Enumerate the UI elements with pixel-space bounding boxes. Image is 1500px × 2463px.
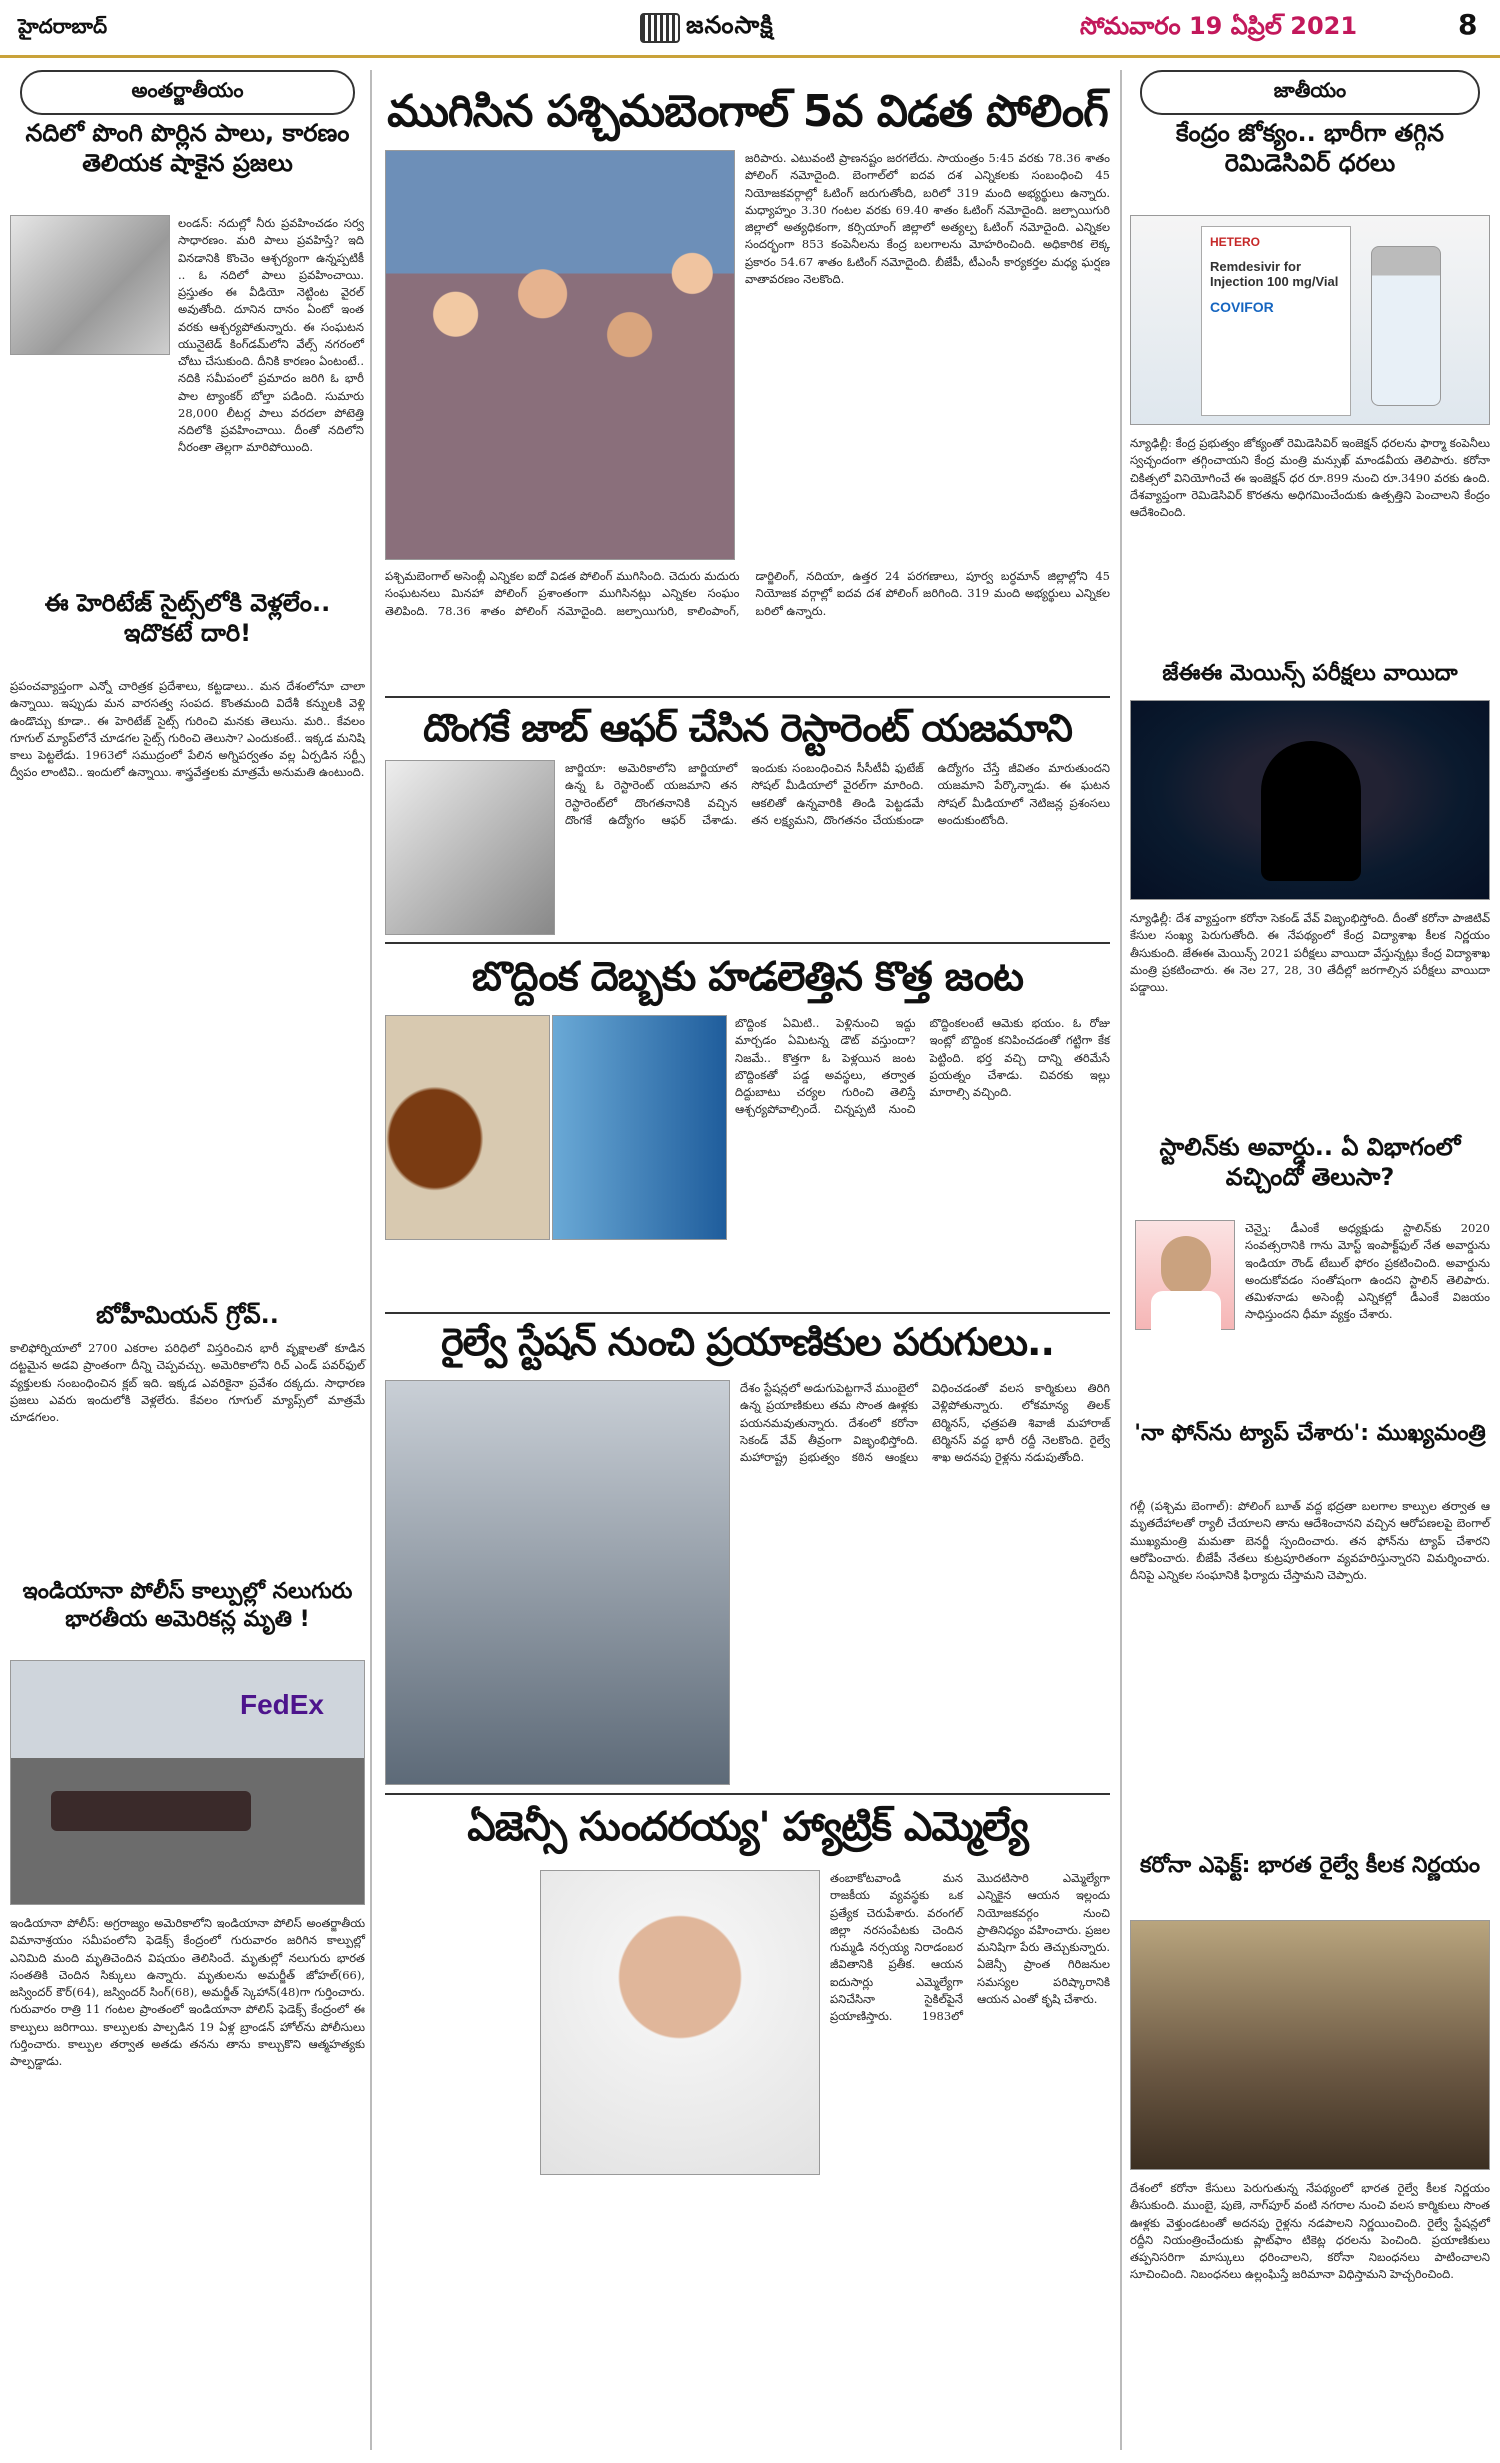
milk-body: లండన్: నదుల్లో నీరు ప్రవహించడం సర్వ సాధారణం. మరి పాలు ప్రవహిస్తే? ఇది వినడానికి కొంచెం ఆశ్చర్యంగా ఉన్నప్పటికీ .. ఓ నదిలో పాలు ప్రవహించాయి. ప్రస్తుతం ఈ వీడియో నెట్టింట వైరల్ అవుతోంది. దూనిన దానం ఏంటో ఇంత వరకు ఆశ్చర్యపోతున్నారు. ఈ సంఘటన యునైటెడ్ కింగ్‌డమ్‌లోని వేల్స్ నగరంలో చోటు చేసుకుంది. దీనికి కారణం ఏంటంటే.. నదికి సమీపంలో ప్రమాదం జరిగి ఓ భారీ పాల ట్యాంకర్ బోల్తా పడింది. సుమారు 28,000 లీటర్ల పాలు వరదలా పోటెత్తి నదిలోకి ప్రవహించాయి. దీంతో నదిలోని నీరంతా తెల్లగా మారిపోయింది.: [178, 216, 364, 455]
phone-body: గల్లీ (పశ్చిమ బెంగాల్): పోలింగ్ బూత్ వద్ద భద్రతా బలగాల కాల్పుల తర్వాత ఆ మృతదేహాలతో ర్యాలీ చేయాలని తాను ఆదేశించానని వచ్చిన ఆరోపణలపై బెంగాల్ ముఖ్యమంత్రి మమతా బెనర్జీ స్పందించారు. తన ఫోన్‌ను ట్యాప్ చేశారని ఆరోపించారు. బీజేపీ నేతలు కుట్రపూరితంగా వ్యవహరిస్తున్నారని విమర్శించారు. దీనిపై ఎన్నికల సంఘానికి ఫిర్యాదు చేస్తామని చెప్పారు.: [1130, 1499, 1490, 1582]
rail-station-photo: [385, 1380, 730, 1785]
section-international: అంతర్జాతీయం: [20, 70, 355, 115]
indiana-headline: ఇండియానా పోలీస్ కాల్పుల్లో నలుగురు భారతీయ అమెరికన్ల మృతి !: [22, 1579, 353, 1632]
issue-date: సోమవారం 19 ఏప్రిల్ 2021: [1080, 12, 1358, 40]
drug-trade-label: COVIFOR: [1210, 299, 1274, 315]
divider: [385, 1793, 1110, 1795]
section-national: జాతీయం: [1140, 70, 1480, 115]
drug-name-label: Remdesivir for Injection 100 mg/Vial: [1210, 259, 1339, 289]
remdesivir-body: న్యూఢిల్లీ: కేంద్ర ప్రభుత్వం జోక్యంతో రెమిడెసివిర్ ఇంజెక్షన్ ధరలను ఫార్మా కంపెనీలు స్వచ్ఛందంగా తగ్గించాయని కేంద్ర మంత్రి మన్సుఖ్ మాండవీయ తెలిపారు. కరోనా చికిత్సలో వినియోగించే ఈ ఇంజెక్షన్ ధర రూ.899 నుంచి రూ.3490 వరకు ఉంది. దేశవ్యాప్తంగా రెమిడెసివిర్ కొరతను అధిగమించేందుకు ఉత్పత్తిని పెంచాలని కేంద్రం ఆదేశించింది.: [1130, 436, 1490, 519]
sundarayya-body: తంబాకోటవాండి మన రాజకీయ వ్యవస్థకు ఒక ప్రత్యేక చెరుపేశారు. వరంగల్ జిల్లా నరసంపేటకు చెందిన గుమ్మడి నర్సయ్య నిరాడంబర జీవితానికి ప్రతీక. ఆయన ఐదుసార్లు ఎమ్మెల్యేగా పనిచేసినా సైకిల్‌పైనే ప్రయాణిస్తారు. 1983లో మొదటిసారి ఎమ్మెల్యేగా ఎన్నికైన ఆయన ఇల్లందు నియోజకవర్గం నుంచి ప్రాతినిధ్యం వహించారు. ప్రజల మనిషిగా పేరు తెచ్చుకున్నారు. ఏజెన్సీ ప్రాంత గిరిజనుల సమస్యల పరిష్కారానికి ఆయన ఎంతో కృషి చేశారు.: [830, 1871, 1110, 2023]
milk-body-cont: [10, 362, 170, 420]
restaurant-headline: దొంగకే జాబ్ ఆఫర్ చేసిన రెస్టారెంట్ యజమాని: [423, 706, 1072, 750]
rail-headline: రైల్వే స్టేషన్ నుంచి ప్రయాణికుల పరుగులు..: [441, 1320, 1054, 1364]
column-divider: [1120, 70, 1122, 2450]
shirt-shape: [1151, 1291, 1221, 1331]
divider: [385, 696, 1110, 698]
bohemian-body: కాలిఫోర్నియాలో 2700 ఎకరాల పరిధిలో విస్తరించిన భారీ వృక్షాలతో కూడిన దట్టమైన అడవి ప్రాంతంగా దీన్ని చెప్పవచ్చు. అమెరికాలోని రిచ్ ఎండ్ పవర్‌ఫుల్ వ్యక్తులకు సంబంధించిన క్లబ్ ఇది. ఇక్కడ ఎవరికైనా ప్రవేశం దక్కదు. సాధారణ ప్రజలు ఎవరు ఇందులోకి వెళ్లలేరు. కేవలం గూగుల్ మ్యాప్స్‌లో మాత్రమే చూడగలం.: [10, 1341, 365, 1424]
stalin-photo: [1135, 1220, 1235, 1330]
stalin-headline: స్టాలిన్‌కు అవార్డు.. ఏ విభాగంలో వచ్చిందో తెలుసా?: [1159, 1133, 1461, 1191]
couple-body: బొద్దింక ఏమిటి.. పెళ్లినుంచి ఇద్దు మార్చడం ఏమిటన్న డౌట్ వస్తుందా? నిజమే.. కొత్తగా ఓ పెళ్లయిన జంట బొద్దింకతో పడ్డ అవస్థలు, తర్వాత దిద్దుబాటు చర్యల గురించి తెలిస్తే ఆశ్చర్యపోవాల్సిందే. చిన్నప్పటి నుంచి బొద్దింకలంటే ఆమెకు భయం. ఓ రోజు ఇంట్లో బొద్దింక కనిపించడంతో గట్టిగా కేక పెట్టింది. భర్త వచ్చి దాన్ని తరిమేసే ప్రయత్నం చేశాడు. చివరకు ఇల్లు మారాల్సి వచ్చింది.: [735, 1016, 1110, 1117]
bohemian-headline: బోహీమియన్ గ్రోవ్..: [96, 1301, 279, 1329]
wb-headline: ముగిసిన పశ్చిమబెంగాల్ 5వ విడత పోలింగ్: [387, 86, 1108, 137]
rail-body: దేశం స్టేషన్లలో అడుగుపెట్టగానే ముంబైలో ఉన్న ప్రయాణికులు తమ సొంత ఊళ్లకు పయనమవుతున్నారు. దేశంలో కరోనా సెకండ్ వేవ్ తీవ్రంగా విజృంభిస్తోంది. మహారాష్ట్ర ప్రభుత్వం కఠిన ఆంక్షలు విధించడంతో వలస కార్మికులు తిరిగి వెళ్లిపోతున్నారు. లోకమాన్య తిలక్ టెర్మినస్, ఛత్రపతి శివాజీ మహారాజ్ టెర్మినస్ వద్ద భారీ రద్దీ నెలకొంది. రైల్వే శాఖ అదనపు రైళ్లను నడుపుతోంది.: [740, 1381, 1110, 1464]
logo-mark-icon: [640, 13, 680, 43]
city-label: హైదరాబాద్: [18, 14, 108, 38]
corona-body: దేశంలో కరోనా కేసులు పెరుగుతున్న నేపథ్యంలో భారత రైల్వే కీలక నిర్ణయం తీసుకుంది. ముంబై, పుణె, నాగ్‌పూర్ వంటి నగరాల నుంచి వలస కార్మికులు సొంత ఊళ్లకు వెళ్తుండటంతో అదనపు రైళ్లను నడపాలని నిర్ణయించింది. రైల్వే స్టేషన్లలో రద్దీని నియంత్రించేందుకు ప్లాట్‌ఫాం టికెట్ల ధరలను పెంచింది. ప్రయాణికులు తప్పనిసరిగా మాస్కులు ధరించాలని, కరోనా నిబంధనలు పాటించాలని సూచించింది. నిబంధనలు ఉల్లంఘిస్తే జరిమానా విధిస్తామని హెచ్చరించింది.: [1130, 2181, 1490, 2282]
face-shape: [1161, 1236, 1211, 1296]
divider: [385, 942, 1110, 944]
vial-shape: [1371, 246, 1441, 406]
restaurant-body: జార్జియా: అమెరికాలోని జార్జియాలో ఉన్న ఓ రెస్టారెంట్ యజమాని తన రెస్టారెంట్‌లో దొంగతనానికి వచ్చిన దొంగకే ఉద్యోగం ఆఫర్ చేశాడు. ఇందుకు సంబంధించిన సీసీటీవీ ఫుటేజ్ సోషల్ మీడియాలో వైరల్‌గా మారింది. ఆకలితో ఉన్నవారికి తిండి పెట్టడమే తన లక్ష్యమని, దొంగతనం చేయకుండా ఉద్యోగం చేస్తే జీవితం మారుతుందని యజమాని పేర్కొన్నాడు. ఈ ఘటన సోషల్ మీడియాలో నెటిజన్ల ప్రశంసలు అందుకుంటోంది.: [565, 761, 1110, 827]
cockroach-photo: [385, 1015, 550, 1240]
milk-headline: నదిలో పొంగి పొర్లిన పాలు, కారణం తెలియక షాకైన ప్రజలు: [25, 119, 350, 177]
indiana-body: ఇండియానా పోలీస్: అగ్రరాజ్యం అమెరికాలోని ఇండియానా పోలిస్ అంతర్జాతీయ విమానాశ్రయం సమీపంలోని ఫెడెక్స్ కేంద్రంలో గురువారం జరిగిన కాల్పుల్లో ఎనిమిది మంది మృతిచెందిన విషయం తెలిసిందే. మృతుల్లో నలుగురు భారత సంతతికి చెందిన సిక్కులు ఉన్నారు. మృతులను అమర్జీత్ జోహల్(66), జస్విందర్ కౌర్(64), జస్విందర్ సింగ్(68), అమర్జీత్ స్కెహాన్(48)గా గుర్తించారు. గురువారం రాత్రి 11 గంటల ప్రాంతంలో ఇండియానా పోలిస్ ఫెడెక్స్ కేంద్రంలో ఈ కాల్పులు జరిగాయి. కాల్పులకు పాల్పడిన 19 ఏళ్ల బ్రాండన్ హోల్‌ను పోలీసులు గుర్తించారు. కాల్పుల తర్వాత అతడు తనను తాను కాల్చుకొని ఆత్మహత్యకు పాల్పడ్డాడు.: [10, 1916, 365, 2068]
drug-box: [1201, 226, 1351, 416]
heritage-body: ప్రపంచవ్యాప్తంగా ఎన్నో చారిత్రక ప్రదేశాలు, కట్టడాలు.. మన దేశంలోనూ చాలా ఉన్నాయి. ఇప్పుడు మన వారసత్వ సంపద. కొంతమంది విదేశీ కన్నులకి వెళ్లి ఉండొచ్చు కూడా.. ఈ హెరిటేజ్ సైట్స్ గురించి మనకు తెలుసు. మరి.. కేవలం గూగుల్ మ్యాప్‌లోనే చూడగల సైట్స్ గురించి తెలుసా? ఎందుకంటే.. ఇక్కడ మనిషి కాలు పెట్టలేడు. 1963లో సముద్రంలో పేలిన అగ్నిపర్వతం వల్ల ఏర్పడిన సర్ట్సీ ద్వీపం లాంటివి.. ఇందులో ఉన్నాయి. శాస్త్రవేత్తలకు మాత్రమే అనుమతి ఉంటుంది.: [10, 679, 365, 780]
train-crowd-photo: [1130, 1920, 1490, 2170]
stalin-body: చెన్నై: డీఎంకే అధ్యక్షుడు స్టాలిన్‌కు 2020 సంవత్సరానికి గాను మోస్ట్ ఇంపాక్ట్‌ఫుల్ నేత అవార్డును ఇండియా రౌండ్ టేబుల్ ఫోరం ప్రకటించింది. అవార్డును అందుకోవడం సంతోషంగా ఉందని స్టాలిన్ తెలిపారు. తమిళనాడు అసెంబ్లీ ఎన్నికల్లో డీఎంకే విజయం సాధిస్తుందని ధీమా వ్యక్తం చేశారు.: [1245, 1221, 1490, 1322]
sundarayya-headline: ఏజెన్సీ సుందరయ్య' హ్యాట్రిక్ ఎమ్మెల్యే: [467, 1804, 1028, 1850]
jee-hooded-figure-photo: [1130, 700, 1490, 900]
wb-body-bottom: పశ్చిమబెంగాల్ అసెంబ్లీ ఎన్నికల ఐదో విడత పోలింగ్ ముగిసింది. చెదురు మదురు సంఘటనలు మినహా పోలింగ్ ప్రశాంతంగా ముగిసినట్లు ఎన్నికల సంఘం తెలిపింది. 78.36 శాతం పోలింగ్ నమోదైంది. జల్పాయిగురి, కాలింపాంగ్, డార్జిలింగ్, నదియా, ఉత్తర 24 పరగణాలు, పూర్వ బర్ధమాన్ జిల్లాల్లోని 45 నియోజక వర్గాల్లో ఐదవ దశ పోలింగ్ జరిగింది. 319 మంది అభ్యర్థులు ఎన్నికల బరిలో ఉన్నారు.: [385, 569, 1110, 618]
sundarayya-body-cont: [385, 2185, 820, 2450]
column-divider: [370, 70, 372, 2450]
heritage-headline: ఈ హెరిటేజ్ సైట్స్‌లోకి వెళ్లలేం.. ఇదొకటే దారి!: [44, 589, 331, 647]
hooded-figure-shape: [1261, 741, 1361, 881]
phone-headline: 'నా ఫోన్‌ను ట్యాప్ చేశారు': ముఖ్యమంత్రి: [1134, 1421, 1486, 1446]
fedex-sign: FedEx: [239, 1689, 324, 1720]
jee-headline: జేఈఈ మెయిన్స్ పరీక్షలు వాయిదా: [1162, 661, 1458, 686]
milk-river-photo: [10, 215, 170, 355]
jee-body: న్యూఢిల్లీ: దేశ వ్యాప్తంగా కరోనా సెకండ్ వేవ్ విజృంభిస్తోంది. దీంతో కరోనా పాజిటివ్ కేసుల సంఖ్య పెరుగుతోంది. ఈ నేపథ్యంలో కేంద్ర విద్యాశాఖ కీలక నిర్ణయం తీసుకుంది. జేఈఈ మెయిన్స్ 2021 పరీక్షలు వాయిదా వేస్తున్నట్లు కేంద్ర విద్యాశాఖ మంత్రి ప్రకటించారు. ఈ నెల 27, 28, 30 తేదీల్లో జరగాల్సిన పరీక్షలు వాయిదా పడ్డాయి.: [1130, 911, 1490, 994]
couple-silhouette-photo: [552, 1015, 727, 1240]
masthead: [0, 0, 1500, 58]
page-number: 8: [1458, 8, 1478, 41]
wb-voters-photo: [385, 150, 735, 560]
paper-logo: [640, 8, 860, 48]
divider: [385, 1312, 1110, 1314]
restaurant-cctv-photo: [385, 760, 555, 935]
sundarayya-portrait-photo: [540, 1870, 820, 2175]
fedex-crime-scene-photo: [10, 1660, 365, 1905]
wb-body-right: జరిపారు. ఎటువంటి ప్రాణనష్టం జరగలేదు. సాయంత్రం 5:45 వరకు 78.36 శాతం పోలింగ్ నమోదైంది. బెంగాల్‌లో ఐదవ దశ ఎన్నికలకు సంబంధించి 45 నియోజకవర్గాల్లో ఓటింగ్ జరుగుతోంది, బరిలో 319 మంది అభ్యర్థులు ఉన్నారు. మధ్యాహ్నం 3.30 గంటల వరకు 69.40 శాతం ఓటింగ్ నమోదైంది. జల్పాయిగురి జిల్లాలో అత్యధికంగా, కర్సియాంగ్ జిల్లాలో అత్యల్ప ఓటింగ్ నమోదైంది. ఎన్నికల సందర్భంగా 853 కంపెనీలను కేంద్ర బలగాలను మోహరించింది. అధికారిక లెక్క ప్రకారం 54.67 శాతం ఓటింగ్ నమోదైంది. బీజేపీ, టీఎంసీ కార్యకర్తల మధ్య ఘర్షణ వాతావరణం నెలకొంది.: [745, 151, 1110, 286]
paper-name: జనంసాక్షి: [686, 11, 774, 39]
couple-headline: బొద్దింక దెబ్బకు హడలెత్తిన కొత్త జంట: [471, 954, 1024, 1000]
sundarayya-body-left: [385, 1870, 530, 2175]
drug-brand-label: HETERO: [1210, 235, 1261, 249]
corona-headline: కరోనా ఎఫెక్ట్: భారత రైల్వే కీలక నిర్ణయం: [1140, 1853, 1480, 1878]
stretcher-shape: [51, 1791, 251, 1831]
remdesivir-vial-photo: [1130, 215, 1490, 425]
remdesivir-headline: కేంద్రం జోక్యం.. భారీగా తగ్గిన రెమిడెసివిర్ ధరలు: [1176, 119, 1444, 177]
